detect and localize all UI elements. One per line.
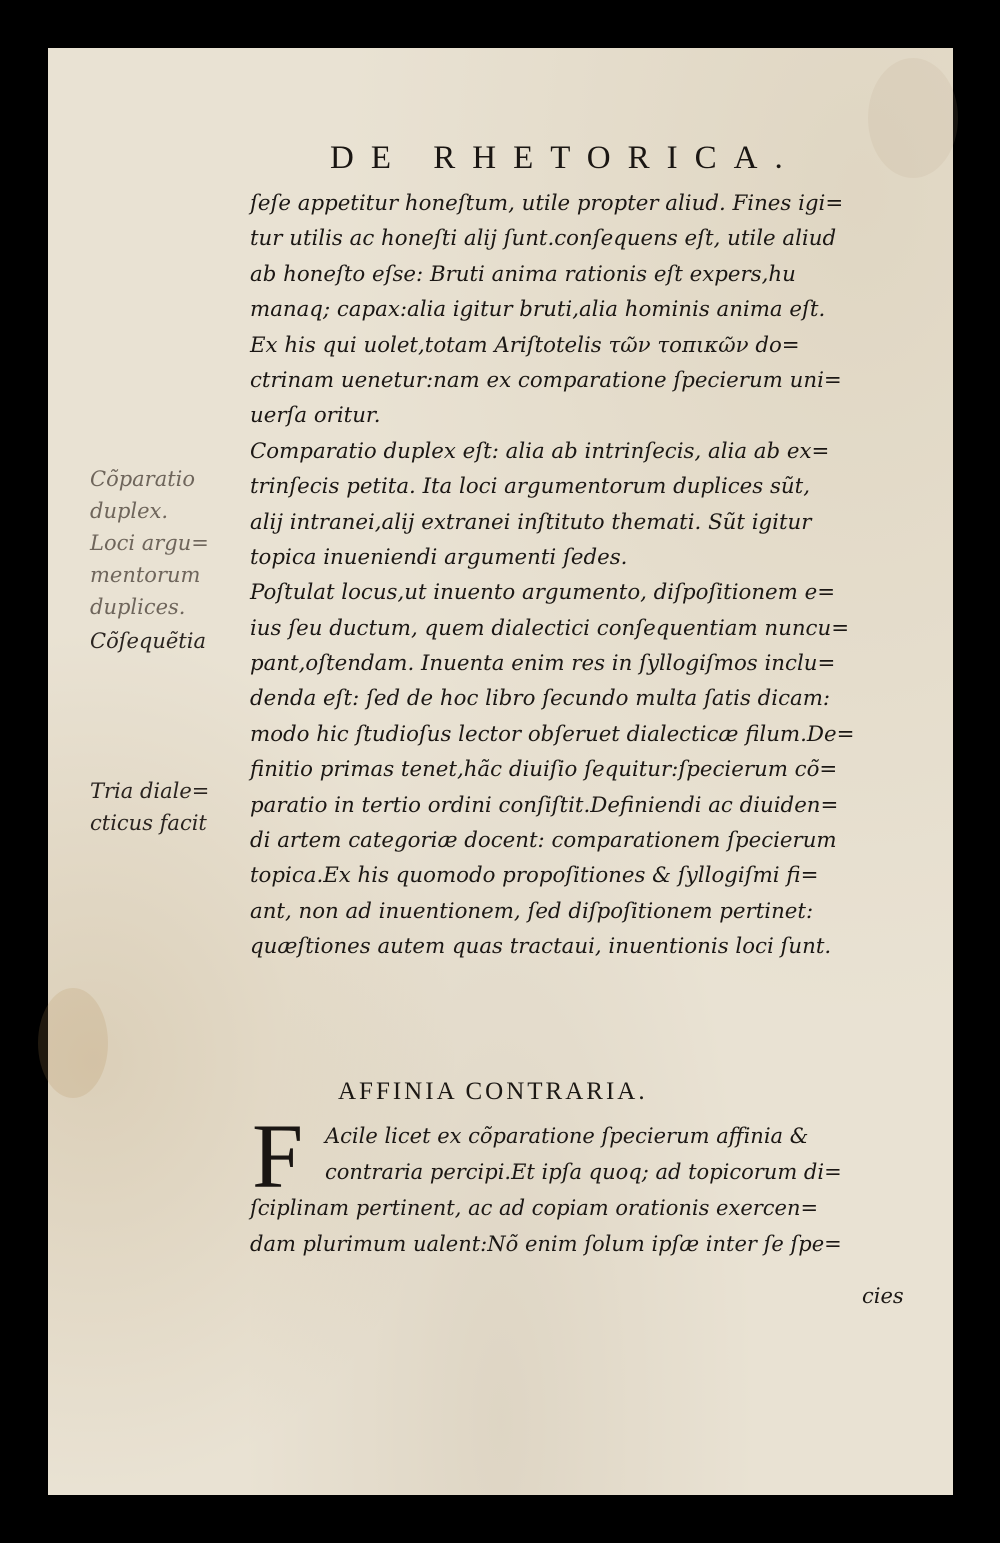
- text-line: quæſtiones autem quas tractaui, inuentionis loci ſunt.: [250, 934, 832, 960]
- text-line: topica.Ex his quomodo propoſitiones & ſyllogiſmi fi=: [250, 863, 819, 889]
- text-line: pant,oſtendam. Inuenta enim res in ſyllogiſmos inclu=: [250, 651, 836, 677]
- text-line: finitio primas tenet,hãc diuiſio ſequitur:ſpecierum cõ=: [250, 757, 838, 783]
- text-line: ctrinam uenetur:nam ex comparatione ſpecierum uni=: [250, 367, 842, 393]
- text-line: Poſtulat locus,ut inuento argumento, diſpoſitionem e=: [250, 580, 836, 606]
- margin-note: duplices.: [90, 595, 186, 619]
- text-line: Ex his qui uolet,totam Ariſtotelis τῶν τοπικῶν do=: [250, 332, 800, 358]
- text-line: tur utilis ac honeſti alij ſunt.conſequens eſt, utile aliud: [250, 226, 837, 252]
- margin-note: Cõparatio: [90, 467, 196, 491]
- text-line: dam plurimum ualent:Nõ enim ſolum ipſæ inter ſe ſpe=: [250, 1232, 842, 1256]
- text-line: contraria percipi.Et ipſa quoq; ad topicorum di=: [325, 1160, 842, 1184]
- marginal-notes: [90, 463, 240, 839]
- text-line: manaq; capax:alia igitur bruti,alia hominis anima eſt.: [250, 297, 826, 323]
- margin-note: Cõſequẽtia: [90, 629, 206, 653]
- margin-note: Tria diale=: [90, 779, 210, 803]
- text-line: ab honeſto eſse: Bruti anima rationis eſt expers,hu: [250, 261, 796, 287]
- text-line: trinſecis petita. Ita loci argumentorum duplices sũt,: [250, 474, 810, 500]
- text-line: uerſa oritur.: [250, 403, 381, 429]
- margin-note: cticus facit: [90, 811, 207, 835]
- margin-note: mentorum: [90, 563, 201, 587]
- text-line: modo hic ſtudioſus lector obſeruet dialecticæ filum.De=: [250, 721, 855, 747]
- text-line: Acile licet ex cõparatione ſpecierum affinia &: [325, 1124, 809, 1148]
- running-title: DE RHETORICA.: [330, 140, 800, 176]
- text-line: paratio in tertio ordini conſiſtit.Definiendi ac diuiden=: [250, 792, 839, 818]
- main-text-block: [250, 186, 910, 965]
- text-line: alij intranei,alij extranei inſtituto themati. Sũt igitur: [250, 509, 812, 535]
- text-line: ſeſe appetitur honeſtum, utile propter aliud. Fines igi=: [250, 191, 844, 216]
- text-line: ant, non ad inuentionem, ſed diſpoſitionem pertinet:: [250, 898, 814, 924]
- section-paragraph: [250, 1105, 910, 1262]
- margin-note: Loci argu=: [90, 531, 209, 555]
- text-line: di artem categoriæ docent: comparationem ſpecierum: [250, 828, 837, 854]
- text-line: Comparatio duplex eſt: alia ab intrinſecis, alia ab ex=: [250, 438, 830, 464]
- text-line: denda eſt: ſed de hoc libro ſecundo multa ſatis dicam:: [250, 686, 831, 712]
- section-heading: AFFINIA CONTRARIA.: [338, 1078, 648, 1105]
- paper-stain: [38, 988, 108, 1098]
- text-line: topica inueniendi argumenti ſedes.: [250, 544, 628, 570]
- text-line: ſciplinam pertinent, ac ad copiam orationis exercen=: [250, 1196, 819, 1220]
- paper-stain: [868, 58, 958, 178]
- text-line: ius ſeu ductum, quem dialectici conſequentiam nuncu=: [250, 615, 850, 641]
- margin-note: duplex.: [90, 499, 169, 523]
- drop-capital: F: [252, 1105, 304, 1207]
- catchword: cies: [862, 1284, 904, 1308]
